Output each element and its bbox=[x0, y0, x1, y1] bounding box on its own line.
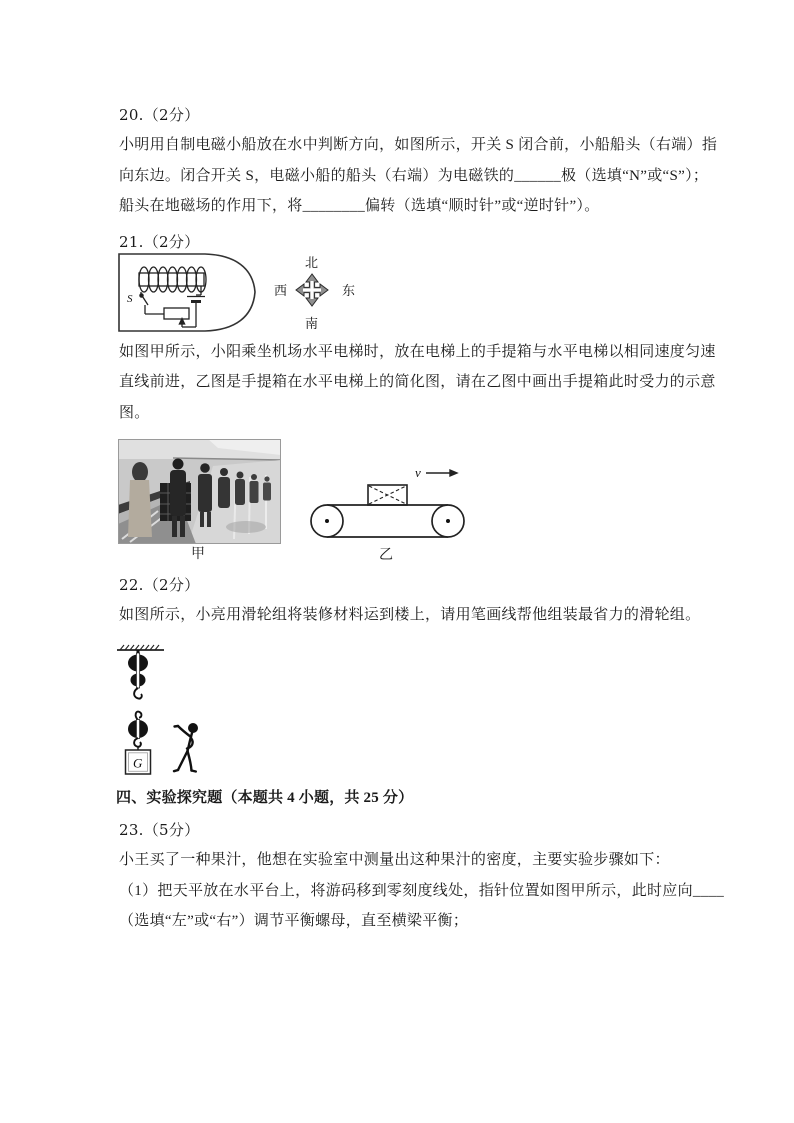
rheostat bbox=[164, 308, 189, 319]
movable-pulley-top-hook bbox=[136, 712, 142, 720]
walkway-photo bbox=[118, 439, 281, 544]
movable-pulley-bottom-hook bbox=[134, 738, 141, 747]
ceiling bbox=[117, 645, 164, 650]
compass-figure bbox=[268, 250, 360, 336]
rheostat-slider-arrow bbox=[179, 319, 184, 328]
fixed-pulley bbox=[128, 650, 148, 699]
compass-south-label: 南 bbox=[305, 316, 319, 331]
q20-number: 20.（2分） bbox=[119, 106, 200, 124]
q21-number: 21.（2分） bbox=[119, 233, 200, 251]
velocity-label: v bbox=[415, 465, 421, 480]
q23-text-line-1: 小王买了一种果汁，他想在实验室中测量出这种果汁的密度，主要实验步骤如下： bbox=[119, 852, 670, 868]
compass-west-label: 西 bbox=[274, 283, 288, 298]
q21-text-line-2: 直线前进，乙图是手提箱在水平电梯上的简化图，请在乙图中画出手提箱此时受力的示意 bbox=[119, 374, 716, 390]
left-roller-axle bbox=[325, 519, 329, 523]
switch-label: S bbox=[127, 293, 133, 305]
q23-text-line-2: （1）把天平放在水平台上，将游码移到零刻度线处，指针位置如图甲所示，此时应向____ bbox=[119, 883, 725, 899]
conveyor-diagram bbox=[305, 463, 470, 545]
switch bbox=[140, 292, 164, 314]
figure-label-jia: 甲 bbox=[191, 547, 205, 562]
weight-box bbox=[126, 750, 151, 774]
q23-text-line-3: （选填“左”或“右”）调节平衡螺母，直至横梁平衡； bbox=[119, 913, 469, 929]
q23-number: 23.（5分） bbox=[119, 821, 200, 839]
person-head bbox=[188, 723, 198, 733]
pulley-figure bbox=[112, 642, 242, 778]
q22-number: 22.（2分） bbox=[119, 576, 200, 594]
figure-label-yi: 乙 bbox=[379, 548, 393, 563]
belt bbox=[311, 505, 464, 537]
right-roller-axle bbox=[446, 519, 450, 523]
q22-text-line-1: 如图所示，小亮用滑轮组将装修材料运到楼上，请用笔画线帮他组装最省力的滑轮组。 bbox=[119, 607, 701, 623]
q21-text-line-1: 如图甲所示，小阳乘坐机场水平电梯时，放在电梯上的手提箱与水平电梯以相同速度匀速 bbox=[119, 344, 716, 360]
battery bbox=[182, 286, 205, 327]
boat-circuit-figure bbox=[117, 252, 262, 336]
velocity-arrow-icon bbox=[426, 470, 457, 476]
compass-north-label: 北 bbox=[305, 255, 319, 270]
section-heading: 四、实验探究题（本题共 4 小题，共 25 分） bbox=[116, 790, 414, 806]
movable-pulley bbox=[128, 712, 148, 750]
suitcase bbox=[368, 485, 407, 505]
q20-text-line-3: 船头在地磁场的作用下，将________偏转（选填“顺时针”或“逆时针”）。 bbox=[119, 198, 600, 214]
q20-text-line-1: 小明用自制电磁小船放在水中判断方向，如图所示，开关 S 闭合前，小船船头（右端）指 bbox=[119, 137, 718, 153]
fixed-pulley-hook bbox=[134, 688, 142, 699]
weight-label: G bbox=[133, 755, 143, 771]
q21-text-line-3: 图。 bbox=[119, 405, 150, 421]
stick-figure-person bbox=[174, 723, 198, 772]
compass-east-label: 东 bbox=[342, 283, 356, 298]
q20-text-line-2: 向东边。闭合开关 S，电磁小船的船头（右端）为电磁铁的______极（选填“N”或“S”）； bbox=[119, 168, 709, 184]
